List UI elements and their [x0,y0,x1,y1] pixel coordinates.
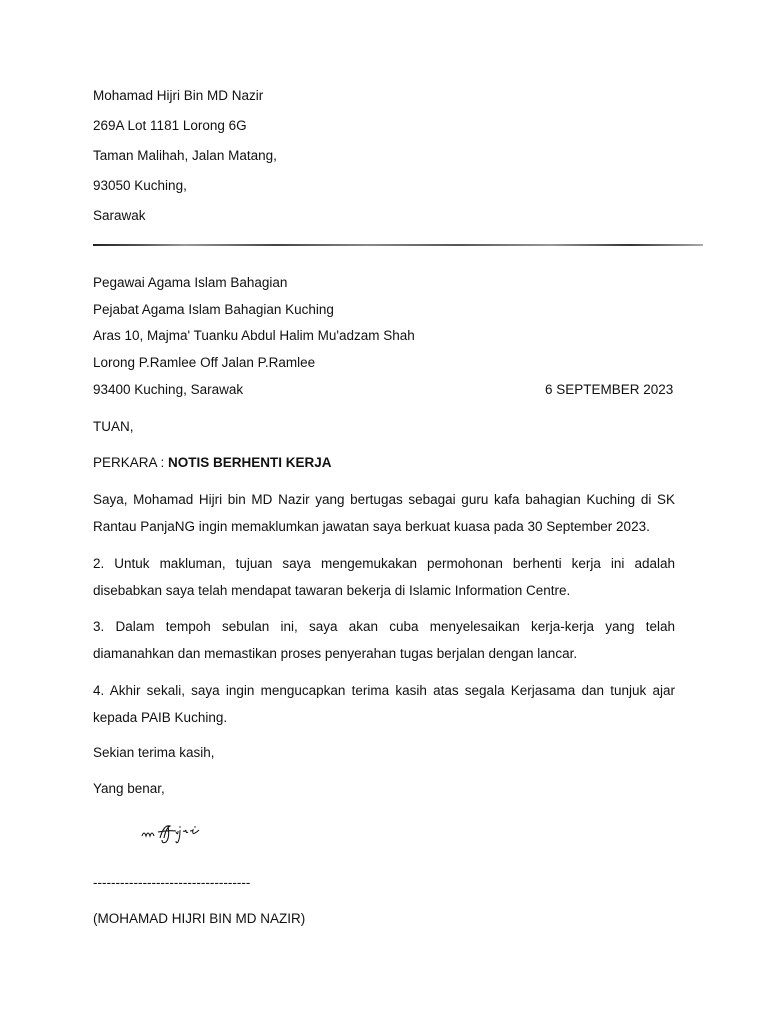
sender-address-line: 93050 Kuching, [93,178,187,193]
recipient-line: Aras 10, Majma' Tuanku Abdul Halim Mu'adzam Shah [93,328,415,343]
closing-sign-off: Yang benar, [93,781,165,796]
sender-address-line: Sarawak [93,208,146,223]
body-paragraph-1: Saya, Mohamad Hijri bin MD Nazir yang bertugas sebagai guru kafa bahagian Kuching di SK Rantau PanjaNG ingin memaklumkan jawatan saya berkuat kuasa pada 30 September 2023. [93,492,675,534]
subject-title: NOTIS BERHENTI KERJA [168,455,332,470]
body-paragraph-4: 4. Akhir sekali, saya ingin mengucapkan terima kasih atas segala Kerjasama dan tunjuk ajar kepada PAIB Kuching. [93,683,675,725]
subject-label: PERKARA : [93,455,169,470]
recipient-line: Pejabat Agama Islam Bahagian Kuching [93,302,334,317]
recipient-line: 93400 Kuching, Sarawak [93,382,244,397]
body-paragraph-3: 3. Dalam tempoh sebulan ini, saya akan cuba menyelesaikan kerja-kerja yang telah diamanahkan dan memastikan proses penyerahan tugas berjalan dengan lancar. [93,619,675,661]
salutation: TUAN, [93,419,134,434]
printed-name: (MOHAMAD HIJRI BIN MD NAZIR) [93,911,306,926]
recipient-line: Lorong P.Ramlee Off Jalan P.Ramlee [93,355,316,370]
sender-name: Mohamad Hijri Bin MD Nazir [93,88,264,103]
body-paragraph-2: 2. Untuk makluman, tujuan saya mengemukakan permohonan berhenti kerja ini adalah disebabkan saya telah mendapat tawaran bekerja di Islamic Information Centre. [93,556,675,598]
closing-thanks: Sekian terima kasih, [93,745,215,760]
sender-address-line: Taman Malihah, Jalan Matang, [93,148,277,163]
letter-date: 6 SEPTEMBER 2023 [545,382,674,397]
header-divider [93,244,703,246]
signature-line: ----------------------------------- [93,875,251,890]
handwritten-signature [140,818,204,849]
sender-address-line: 269A Lot 1181 Lorong 6G [93,118,247,133]
recipient-line: Pegawai Agama Islam Bahagian [93,275,288,290]
subject-line [93,455,332,470]
